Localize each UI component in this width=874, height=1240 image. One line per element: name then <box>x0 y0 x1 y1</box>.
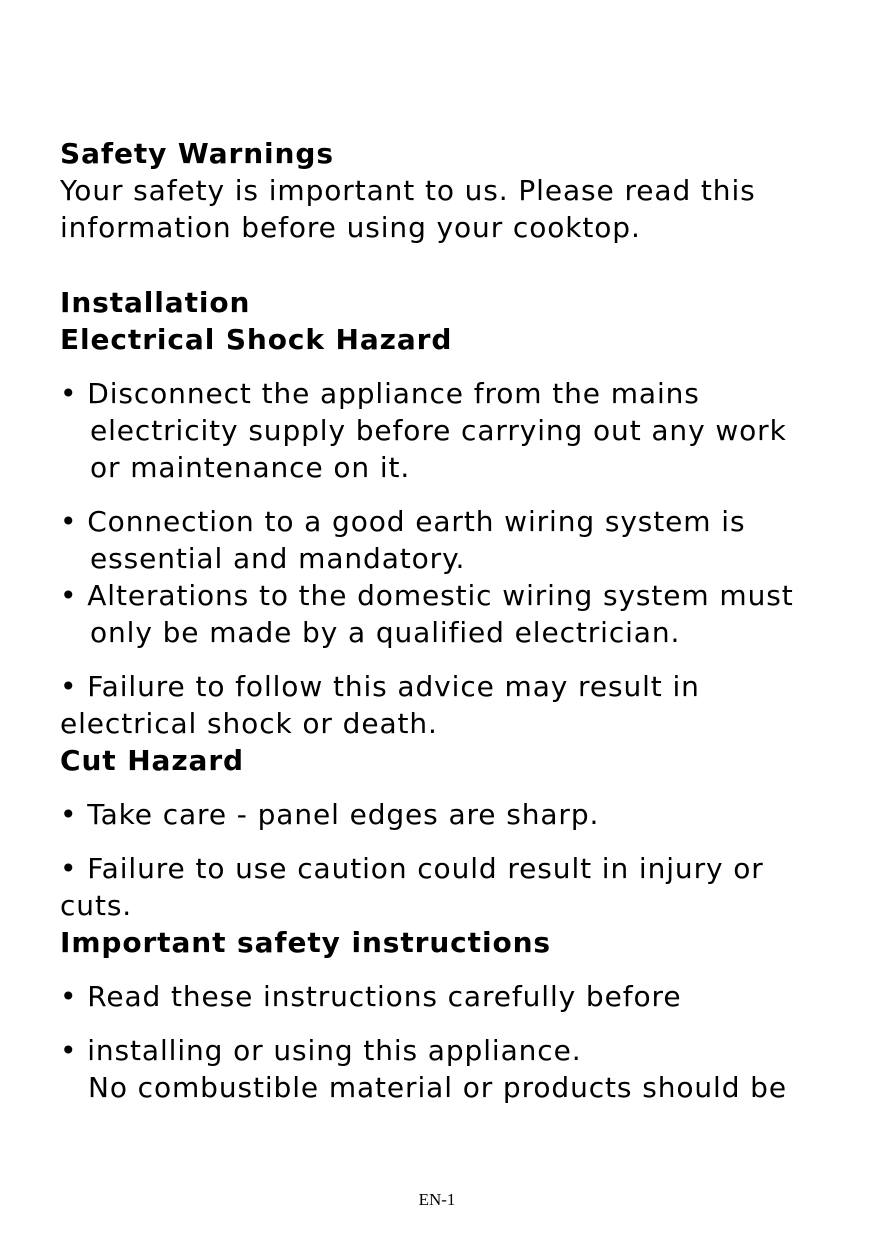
list-item-continuation: No combustible material or products should be <box>88 1071 787 1104</box>
list-item <box>60 978 860 1015</box>
bullet-icon: • <box>60 579 78 612</box>
list-item-continuation: or maintenance on it. <box>90 451 411 484</box>
safety-intro-line-1: Your safety is important to us. Please read this <box>60 174 756 207</box>
list-item-continuation: electrical shock or death. <box>60 707 438 740</box>
document-body <box>60 135 860 1106</box>
bullet-icon: • <box>60 670 78 703</box>
page-number: EN-1 <box>418 1190 456 1209</box>
bullet-icon: • <box>60 1034 78 1067</box>
list-item-text: Failure to use caution could result in injury or <box>87 852 764 885</box>
list-item-text: Alterations to the domestic wiring system must <box>87 579 794 612</box>
cut-hazard-heading: Cut Hazard <box>60 744 244 777</box>
bullet-icon: • <box>60 980 78 1013</box>
safety-warnings-heading: Safety Warnings <box>60 137 334 170</box>
list-item-text: Failure to follow this advice may result in <box>87 670 700 703</box>
list-item <box>60 503 860 540</box>
list-item-continuation: essential and mandatory. <box>90 542 466 575</box>
list-item <box>60 577 860 614</box>
bullet-icon: • <box>60 798 78 831</box>
list-item <box>60 796 860 833</box>
list-item-text: Connection to a good earth wiring system is <box>87 505 746 538</box>
important-safety-heading: Important safety instructions <box>60 926 551 959</box>
list-item-text: Read these instructions carefully before <box>87 980 682 1013</box>
bullet-icon: • <box>60 505 78 538</box>
bullet-icon: • <box>60 377 78 410</box>
list-item-text: installing or using this appliance. <box>87 1034 582 1067</box>
installation-heading: Installation <box>60 286 251 319</box>
list-item-text: Disconnect the appliance from the mains <box>87 377 700 410</box>
list-item <box>60 1032 860 1069</box>
electrical-shock-heading: Electrical Shock Hazard <box>60 323 453 356</box>
list-item-text: Take care - panel edges are sharp. <box>87 798 600 831</box>
list-item-continuation: electricity supply before carrying out any work <box>90 414 787 447</box>
list-item <box>60 850 860 887</box>
safety-intro-line-2: information before using your cooktop. <box>60 211 641 244</box>
list-item <box>60 668 860 705</box>
bullet-icon: • <box>60 852 78 885</box>
list-item-continuation: only be made by a qualified electrician. <box>90 616 681 649</box>
list-item-continuation: cuts. <box>60 889 133 922</box>
list-item <box>60 375 860 412</box>
